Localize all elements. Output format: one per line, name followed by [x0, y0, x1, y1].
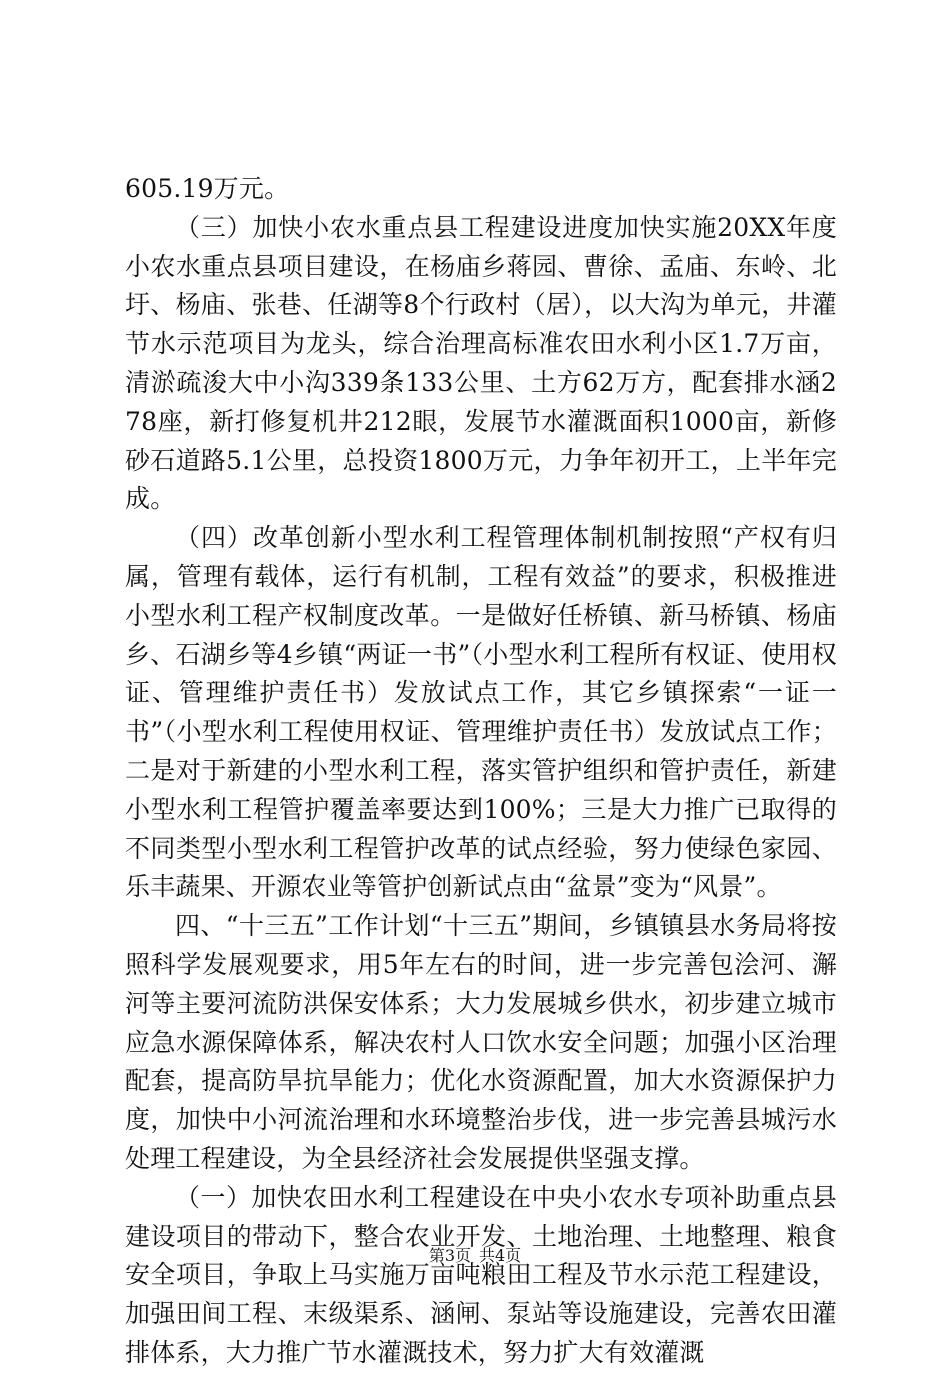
paragraph-continuation: 605.19万元。 [125, 174, 290, 203]
paragraph-section-three: （三）加快小农水重点县工程建设进度加快实施20XX年度小农水重点县项目建设，在杨庙乡蒋园、曹徐、孟庙、东岭、北圩、杨庙、张巷、任湖等8个行政村（居），以大沟为单元，井灌节水示范项目为龙头，综合治理高标准农田水利小区1.7万亩，清淤疏浚大中小沟339条133公里、土方62万方，配套排水涵278座，新打修复机井212眼，发展节水灌溉面积1000亩，新修砂石道路5.1公里，总投资1800万元，力争年初开工，上半年完成。 [125, 212, 837, 514]
paragraph-plan-item-one: （一）加快农田水利工程建设在中央小农水专项补助重点县建设项目的带动下，整合农业开发、土地治理、土地整理、粮食安全项目，争取上马实施万亩吨粮田工程及节水示范工程建设，加强田间工程、末级渠系、涵闸、泵站等设施建设，完善农田灌排体系，大力推广节水灌溉技术，努力扩大有效灌溉 [125, 1182, 837, 1367]
document-body [125, 170, 837, 1373]
page-number: 第3页 [428, 1246, 471, 1265]
paragraph-section-four: （四）改革创新小型水利工程管理体制机制按照“产权有归属，管理有载体，运行有机制，工程有效益”的要求，积极推进小型水利工程产权制度改革。一是做好任桥镇、新马桥镇、杨庙乡、石湖乡等4乡镇“两证一书”（小型水利工程所有权证、使用权证、管理维护责任书）发放试点工作，其它乡镇探索“一证一书”（小型水利工程使用权证、管理维护责任书）发放试点工作；二是对于新建的小型水利工程，落实管护组织和管护责任，新建小型水利工程管护覆盖率要达到100%；三是大力推广已取得的不同类型小型水利工程管护改革的试点经验，努力使绿色家园、乐丰蔬果、开源农业等管护创新试点由“盆景”变为“风景”。 [125, 523, 837, 902]
paragraph-plan-heading: 四、“十三五”工作计划“十三五”期间，乡镇镇县水务局将按照科学发展观要求，用5年左右的时间，进一步完善包浍河、澥河等主要河流防洪保安体系；大力发展城乡供水，初步建立城市应急水源保障体系，解决农村人口饮水安全问题；加强小区治理配套，提高防旱抗旱能力；优化水资源配置，加大水资源保护力度，加快中小河流治理和水环境整治步伐，进一步完善县城污水处理工程建设，为全县经济社会发展提供坚强支撑。 [125, 911, 837, 1173]
page-footer [0, 1246, 950, 1266]
page-total: 共4页 [479, 1246, 522, 1265]
